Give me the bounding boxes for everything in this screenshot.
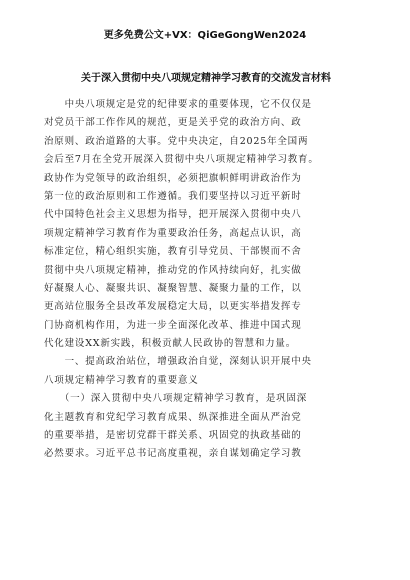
section-heading-line: 八项规定精神学习教育的重要意义 [44,374,199,386]
body-line: 必然要求。习近平总书记高度重视，亲自谋划确定学习教 [44,448,302,460]
header-note: 更多免费公文+VX：QiGeGongWen2024 [103,30,307,41]
body-line: 会后至7月在全党开展深入贯彻中央八项规定精神学习教育。 [44,154,319,166]
body-line: 代中国特色社会主义思想为指导，把开展深入贯彻中央八 [44,209,302,221]
body-line: 化主题教育和党纪学习教育成果、纵深推进全面从严治党 [44,411,302,423]
document-body [44,96,376,464]
body-line: 第一位的政治原则和工作遵循。我们要坚持以习近平新时 [44,190,302,202]
body-line: 的重要举措，是密切党群干群关系、巩固党的执政基础的 [44,430,302,442]
body-line: 标准定位，精心组织实施，教育引导党员、干部锲而不舍 [44,246,302,258]
body-line: （一）深入贯彻中央八项规定精神学习教育，是巩固深 [44,393,308,405]
body-line: 中央八项规定是党的纪律要求的重要体现，它不仅仅是 [44,99,312,110]
body-line: 治原则、政治道路的大事。党中央决定，自2025年全国两 [44,135,309,147]
body-line: 政协作为党领导的政治组织，必须把旗帜鲜明讲政治作为 [44,172,302,184]
body-line: 代化建设XX新实践，积极贡献人民政协的智慧和力量。 [44,338,297,350]
body-line: 好凝聚人心、凝聚共识、凝聚智慧、凝聚力量的工作，以 [44,282,302,294]
document-title: 关于深入贯彻中央八项规定精神学习教育的交流发言材料 [81,73,331,84]
body-line: 贯彻中央八项规定精神，推动党的作风持续向好，扎实做 [44,264,302,276]
body-line: 对党员干部工作作风的规范，更是关乎党的政治方向、政 [44,117,302,129]
body-line: 门协商机构作用，为进一步全面深化改革、推进中国式现 [44,319,302,331]
body-line: 更高站位服务全县改革发展稳定大局，以更实举措发挥专 [44,301,302,313]
body-line: 项规定精神学习教育作为重要政治任务，高起点认识，高 [44,227,302,239]
section-heading-line: 一、提高政治站位，增强政治自觉，深刻认识开展中央 [44,356,312,368]
